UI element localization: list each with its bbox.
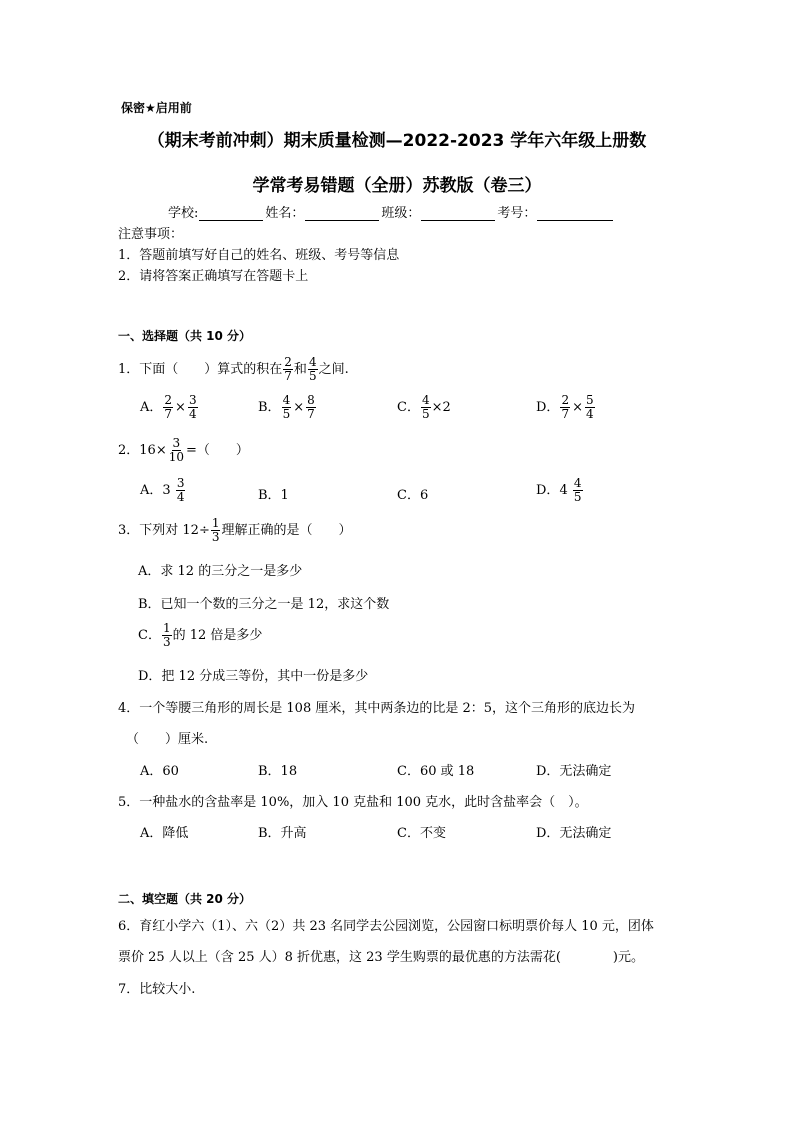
- exam-no-label: 考号：: [497, 206, 537, 221]
- q4-option-c[interactable]: C．60 或 18: [397, 764, 475, 779]
- question-4-line1: 4．一个等腰三角形的周长是 108 厘米，其中两条边的比是 2：5，这个三角形的底边长为: [118, 701, 636, 716]
- q3-option-b[interactable]: B．已知一个数的三分之一是 12，求这个数: [138, 597, 390, 612]
- name-blank[interactable]: [305, 206, 379, 221]
- question-6-line2: 票价 25 人以上（含 25 人）8 折优惠，这 23 学生购票的最优惠的方法需花( )元。: [118, 950, 644, 965]
- q1-option-d[interactable]: D． $\frac{2}{7}$ × $\frac{5}{4}$: [536, 393, 594, 421]
- q2-option-b[interactable]: B．1: [258, 488, 289, 503]
- question-6-line1: 6．育红小学六（1）、六（2）共 23 名同学去公园浏览，公园窗口标明票价每人 10 元，团体: [118, 919, 654, 934]
- page-title-line2: 学常考易错题（全册）苏教版（卷三）: [252, 176, 542, 196]
- question-4-line2: （ ）厘米.: [126, 732, 209, 747]
- q5-option-c[interactable]: C．不变: [397, 826, 446, 841]
- question-5: 5．一种盐水的含盐率是 10%，加入 10 克盐和 100 克水，此时含盐率会（ ）。: [118, 795, 588, 810]
- q2-option-a[interactable]: A．3 $\frac{3}{4}$: [140, 476, 185, 504]
- question-7: 7．比较大小.: [118, 982, 196, 997]
- fraction: $\frac{2}{7}$: [284, 355, 292, 383]
- q3-option-c[interactable]: C． $\frac{1}{3}$ 的 12 倍是多少: [138, 621, 263, 649]
- q1-option-b[interactable]: B． $\frac{4}{5}$ × $\frac{8}{7}$: [258, 393, 315, 421]
- q5-option-a[interactable]: A．降低: [140, 826, 189, 841]
- school-label: 学校:: [168, 206, 199, 221]
- fraction: $\frac{3}{10}$: [168, 436, 184, 464]
- q3-option-a[interactable]: A．求 12 的三分之一是多少: [138, 564, 303, 579]
- question-1-prefix: 1．下面（ ）算式的积在: [118, 362, 283, 377]
- note-item-1: 1．答题前填写好自己的姓名、班级、考号等信息: [118, 248, 400, 263]
- question-3: 3．下列对 12÷ $\frac{1}{3}$ 理解正确的是（ ）: [118, 516, 352, 544]
- q1-option-a[interactable]: A． $\frac{2}{7}$ × $\frac{3}{4}$: [140, 393, 197, 421]
- page-title-line1: （期末考前冲刺）期末质量检测—2022-2023 学年六年级上册数: [147, 131, 647, 151]
- fraction: $\frac{4}{5}$: [308, 355, 317, 383]
- section-fill-heading: 二、填空题（共 20 分）: [118, 892, 252, 906]
- student-info-row: [168, 202, 615, 221]
- q4-option-a[interactable]: A．60: [140, 764, 179, 779]
- q4-option-d[interactable]: D．无法确定: [536, 764, 612, 779]
- confidential-label: 保密★启用前: [121, 101, 192, 115]
- class-blank[interactable]: [421, 206, 495, 221]
- q1-option-c[interactable]: C． $\frac{4}{5}$ ×2: [397, 393, 451, 421]
- question-1: 1．下面（ ）算式的积在 $\frac{2}{7}$ 和 $\frac{4}{5}$ 之间.: [118, 355, 349, 383]
- class-label: 班级：: [381, 206, 421, 221]
- q2-option-c[interactable]: C．6: [397, 488, 429, 503]
- section-choice-heading: 一、选择题（共 10 分）: [118, 329, 252, 343]
- name-label: 姓名：: [265, 206, 305, 221]
- q4-option-b[interactable]: B．18: [258, 764, 298, 779]
- exam-no-blank[interactable]: [537, 206, 613, 221]
- question-2: 2．16× $\frac{3}{10}$ =（ ）: [118, 436, 249, 464]
- q3-option-d[interactable]: D．把 12 分成三等份，其中一份是多少: [138, 669, 369, 684]
- q2-option-d[interactable]: D．4 $\frac{4}{5}$: [536, 476, 582, 504]
- note-item-2: 2．请将答案正确填写在答题卡上: [118, 269, 309, 284]
- school-blank[interactable]: [199, 206, 263, 221]
- q5-option-d[interactable]: D．无法确定: [536, 826, 612, 841]
- fraction: $\frac{1}{3}$: [211, 516, 220, 544]
- notes-heading: 注意事项：: [118, 227, 184, 242]
- q5-option-b[interactable]: B．升高: [258, 826, 307, 841]
